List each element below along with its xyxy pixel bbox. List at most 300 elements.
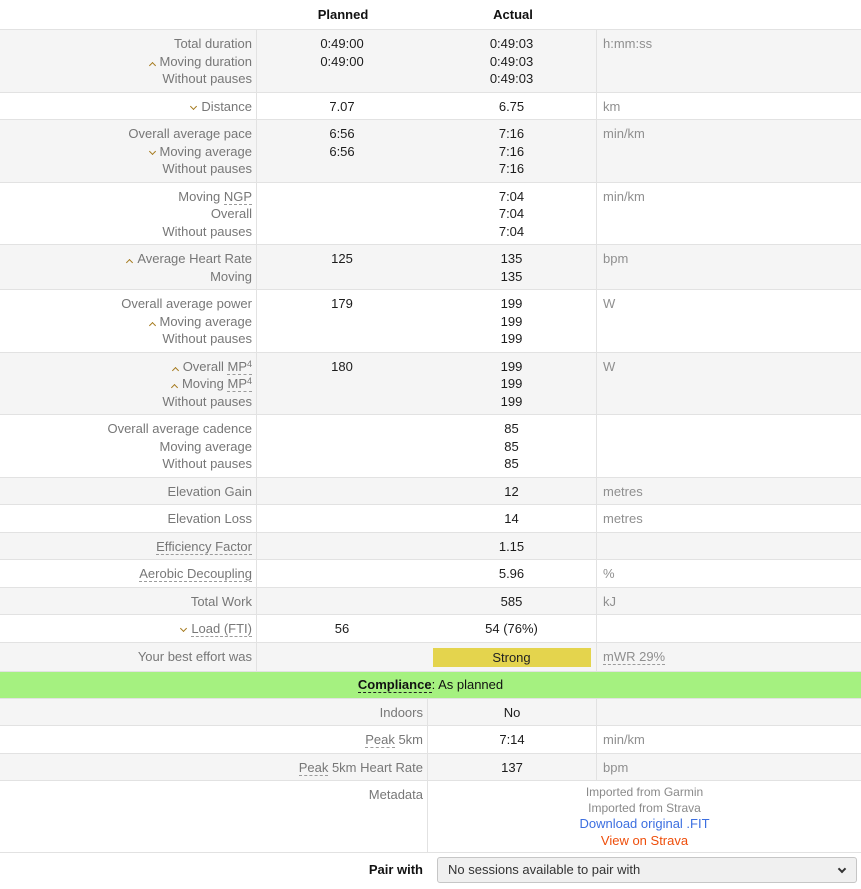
unit-label [603, 420, 861, 438]
actual-column-header: Actual [493, 7, 533, 22]
actual-value: 85 [504, 438, 519, 454]
unit-label [603, 593, 861, 611]
unit-label [603, 483, 861, 501]
label-text-segment: Load (FTI) [191, 621, 252, 636]
metric-term[interactable] [139, 566, 252, 582]
label-text [211, 206, 252, 221]
metric-label [0, 268, 252, 286]
row-metadata [0, 781, 861, 853]
unit-label [603, 759, 861, 777]
label-text-segment: MP [227, 358, 247, 374]
metric-label [0, 125, 252, 143]
planned-cell [257, 120, 427, 182]
metric-label [0, 593, 252, 611]
label-text [160, 54, 253, 69]
label-text-segment: Moving average [159, 313, 252, 329]
planned-cell [257, 93, 427, 120]
row-pair-with [0, 853, 861, 886]
actual-value: 135 [500, 268, 523, 284]
metric-label [0, 648, 252, 666]
metadata-cell [428, 781, 861, 852]
superscript: 4 [246, 358, 252, 369]
compliance-text: : As planned [431, 677, 504, 692]
chevron-down-icon [838, 864, 846, 872]
unit-text: km [603, 98, 621, 114]
row-average-power [0, 290, 861, 353]
planned-value [257, 205, 427, 223]
metric-label: Metadata [368, 787, 423, 802]
unit-cell [597, 93, 861, 120]
chevron-down-icon [190, 102, 197, 109]
planned-value: 56 [334, 621, 350, 636]
label-text-segment: Overall average power [121, 296, 252, 311]
unit-text: min/km [603, 126, 645, 141]
label-text-segment: Without pauses [162, 393, 252, 409]
unit-cell [597, 505, 861, 532]
actual-value: No [503, 704, 521, 720]
planned-value [257, 313, 427, 331]
label-text [162, 394, 252, 409]
actual-value: 7:04 [498, 206, 525, 221]
label-text [167, 511, 252, 526]
superscript: 4 [246, 376, 252, 386]
unit-text: % [603, 566, 615, 581]
label-text-segment: Moving duration [159, 53, 252, 69]
label-text-segment: Overall [182, 358, 228, 374]
unit-cell [597, 478, 861, 505]
actual-cell [427, 245, 597, 289]
label-text-segment: Overall average pace [128, 126, 252, 141]
actual-value: 199 [500, 313, 523, 329]
label-text-segment: Peak [365, 732, 395, 747]
label-text [210, 269, 252, 284]
label-text-segment: Without pauses [162, 456, 252, 471]
metric-label [0, 420, 252, 438]
row-mp4 [0, 353, 861, 416]
label-text-segment: Moving [181, 376, 228, 391]
metric-label [0, 53, 252, 71]
actual-value: 1.15 [498, 538, 525, 554]
planned-cell [257, 505, 427, 532]
row-total-duration [0, 30, 861, 93]
label-text-segment: Moving [178, 188, 224, 204]
unit-cell [597, 533, 861, 560]
planned-value [257, 375, 427, 393]
unit-label [603, 250, 861, 268]
pair-with-select[interactable] [437, 857, 857, 883]
metric-label [0, 620, 252, 638]
unit-cell [597, 615, 861, 642]
actual-cell [428, 726, 597, 753]
label-text-segment: Without pauses [162, 223, 252, 239]
planned-cell [257, 478, 427, 505]
row-indoors [0, 699, 861, 727]
unit-cell [597, 726, 861, 753]
planned-value [257, 593, 427, 611]
planned-value [257, 438, 427, 456]
metric-label [0, 295, 252, 313]
metric-label-cell [0, 245, 257, 289]
label-text-segment: Total duration [173, 36, 252, 51]
metric-label-cell [0, 643, 257, 671]
actual-value: 85 [504, 421, 519, 436]
unit-text: h:mm:ss [603, 36, 653, 51]
metric-label-cell [0, 30, 257, 92]
metric-label-cell [0, 93, 257, 120]
unit-text: bpm [603, 759, 629, 775]
metric-label [0, 393, 252, 411]
label-text [107, 421, 252, 436]
planned-cell [257, 245, 427, 289]
metric-term[interactable] [227, 359, 252, 375]
metric-term[interactable] [156, 539, 252, 555]
actual-value: 199 [500, 296, 523, 311]
label-text-segment: Without pauses [162, 331, 252, 346]
planned-value: 180 [331, 358, 353, 374]
actual-value: 7:16 [498, 161, 525, 176]
planned-cell [257, 353, 427, 415]
metric-label-cell [0, 588, 257, 615]
row-ngp [0, 183, 861, 246]
actual-cell [427, 588, 597, 615]
row-peak-5km [0, 726, 861, 754]
actual-cell [427, 93, 597, 120]
label-text [162, 224, 252, 239]
label-text [328, 760, 423, 775]
metric-label-cell [0, 505, 257, 532]
label-text [201, 99, 252, 114]
unit-cell [597, 643, 861, 671]
label-text [162, 71, 252, 86]
label-text-segment: 5km Heart Rate [328, 759, 423, 775]
unit-cell [597, 588, 861, 615]
actual-value: 54 (76%) [485, 621, 538, 636]
label-text-segment: Moving average [159, 438, 252, 454]
label-text-segment: Moving average [159, 143, 252, 159]
unit-cell [597, 699, 861, 726]
unit-term[interactable]: mWR 29% [603, 648, 666, 664]
chevron-down-icon [180, 625, 187, 632]
actual-cell [427, 505, 597, 532]
metric-label [0, 98, 252, 116]
label-text-segment: Aerobic Decoupling [139, 566, 252, 581]
actual-cell [427, 560, 597, 587]
metric-label-cell [0, 478, 257, 505]
unit-cell [597, 30, 861, 92]
label-text [183, 359, 228, 374]
actual-cell [427, 30, 597, 92]
row-elevation-loss [0, 505, 861, 533]
planned-value: 179 [331, 296, 353, 311]
label-text [160, 314, 253, 329]
label-text [167, 484, 252, 499]
label-text-segment: Total Work [190, 593, 252, 609]
label-text-segment: 5km [394, 732, 423, 747]
planned-value [257, 648, 427, 666]
metric-label [0, 143, 252, 161]
unit-label [603, 620, 861, 638]
row-best-effort [0, 643, 861, 672]
chevron-up-icon [171, 384, 178, 391]
label-text [137, 251, 252, 266]
metric-term[interactable] [299, 760, 329, 776]
planned-value: 0:49:00 [320, 53, 364, 69]
label-text [162, 331, 252, 346]
unit-label [603, 35, 861, 53]
planned-cell [257, 560, 427, 587]
planned-value [257, 268, 427, 286]
metric-label [0, 375, 252, 393]
actual-value: 137 [501, 759, 523, 775]
unit-text: W [603, 358, 616, 374]
label-text [138, 649, 252, 664]
pair-with-label: Pair with [368, 862, 423, 877]
metric-label [0, 483, 252, 501]
actual-value: 14 [504, 511, 519, 526]
metadata-text: Imported from Strava [588, 800, 701, 815]
label-text-segment: Your best effort was [137, 648, 252, 664]
actual-cell [427, 183, 597, 245]
unit-text: W [603, 296, 616, 311]
compliance-term[interactable]: Compliance [357, 676, 432, 692]
unit-cell [597, 183, 861, 245]
unit-cell [597, 415, 861, 477]
planned-cell [257, 183, 427, 245]
label-text [162, 456, 252, 471]
actual-cell [427, 533, 597, 560]
unit-text: min/km [603, 732, 645, 747]
planned-cell [257, 615, 427, 642]
planned-value [257, 188, 427, 206]
label-text-segment: Average Heart Rate [137, 251, 252, 266]
unit-cell [597, 290, 861, 352]
metric-label-cell [0, 183, 257, 245]
row-peak-5km-heart-rate [0, 754, 861, 782]
actual-value: 0:49:03 [489, 71, 534, 86]
label-text [128, 126, 252, 141]
metric-label [0, 35, 252, 53]
actual-cell [427, 643, 597, 671]
metadata-text: Imported from Garmin [585, 785, 704, 799]
planned-value [257, 393, 427, 411]
planned-cell [257, 30, 427, 92]
metric-label [0, 731, 423, 749]
row-efficiency-factor [0, 533, 861, 561]
actual-value: 7:04 [498, 188, 525, 204]
label-text-segment: Without pauses [162, 161, 252, 176]
label-text [395, 732, 423, 747]
metric-label [0, 223, 252, 241]
actual-value: 585 [500, 593, 523, 609]
label-text [380, 705, 423, 720]
pair-with-select-value: No sessions available to pair with [448, 862, 641, 877]
label-text-segment: Overall [210, 206, 252, 221]
actual-value: 7:16 [498, 126, 525, 141]
row-average-heart-rate [0, 245, 861, 290]
metric-label [0, 70, 252, 88]
planned-cell [257, 643, 427, 671]
actual-value: 7:14 [499, 732, 525, 747]
label-text [182, 376, 228, 391]
planned-value [257, 565, 427, 583]
label-text [162, 161, 252, 176]
unit-label [603, 731, 861, 749]
planned-cell [257, 533, 427, 560]
metric-label-cell [0, 415, 257, 477]
actual-value: 85 [504, 456, 519, 471]
planned-column-header: Planned [317, 7, 369, 22]
column-header-row [0, 0, 861, 30]
planned-value: 6:56 [329, 143, 355, 159]
metric-label [0, 565, 252, 583]
metric-label [0, 538, 252, 556]
metric-label [0, 455, 252, 473]
actual-value: 135 [500, 251, 523, 266]
metric-label [0, 313, 252, 331]
unit-label [603, 98, 861, 116]
metric-term[interactable] [191, 621, 252, 637]
comparison-table [0, 30, 861, 886]
unit-label [603, 510, 861, 528]
actual-value: 7:16 [498, 143, 525, 159]
actual-value: 6.75 [498, 98, 525, 114]
actual-value: 199 [500, 376, 523, 391]
unit-label [603, 704, 861, 722]
metric-label [0, 704, 423, 722]
label-text-segment: Overall average cadence [107, 421, 252, 436]
chevron-up-icon [148, 61, 155, 68]
label-text-segment: Without pauses [162, 71, 252, 86]
unit-label [603, 648, 861, 666]
actual-value: 0:49:03 [489, 36, 534, 51]
metric-label-cell [0, 754, 428, 781]
label-text [160, 439, 253, 454]
metric-label [0, 358, 252, 376]
row-elevation-gain [0, 478, 861, 506]
label-text [178, 189, 224, 204]
actual-cell [427, 615, 597, 642]
planned-value [257, 160, 427, 178]
unit-cell [597, 560, 861, 587]
actual-cell [427, 353, 597, 415]
metric-label-cell [0, 290, 257, 352]
actual-value: 7:04 [498, 223, 525, 239]
actual-cell [428, 754, 597, 781]
planned-value [257, 483, 427, 501]
unit-text: metres [603, 511, 643, 526]
metric-term[interactable] [224, 189, 252, 205]
metric-term[interactable] [227, 376, 252, 392]
actual-cell [428, 699, 597, 726]
planned-value [257, 330, 427, 348]
row-average-cadence [0, 415, 861, 478]
metric-label [0, 205, 252, 223]
label-text-segment: NGP [223, 188, 252, 204]
label-text [191, 594, 252, 609]
actual-cell [427, 120, 597, 182]
planned-value [257, 420, 427, 438]
unit-text: min/km [603, 188, 645, 204]
label-text [121, 296, 252, 311]
label-text [160, 144, 253, 159]
planned-cell [257, 588, 427, 615]
unit-label [603, 295, 861, 313]
row-distance [0, 93, 861, 121]
metric-label [0, 759, 423, 777]
metric-label-cell [0, 353, 257, 415]
actual-value: 0:49:03 [489, 53, 534, 69]
header-spacer [0, 0, 258, 29]
best-effort-badge: Strong [433, 648, 591, 667]
actual-value: 199 [500, 358, 523, 374]
metric-label [0, 510, 252, 528]
unit-label [603, 188, 861, 206]
label-text-segment: Moving [210, 268, 252, 284]
label-text-segment: Distance [201, 98, 252, 114]
planned-value: 6:56 [329, 126, 355, 141]
metric-label [0, 250, 252, 268]
actual-value [427, 648, 596, 667]
label-text-segment: MP [227, 376, 247, 391]
metric-label-cell [0, 726, 428, 753]
label-text-segment: Indoors [379, 704, 423, 720]
unit-cell [597, 245, 861, 289]
planned-value [257, 455, 427, 473]
metric-label [0, 330, 252, 348]
metric-label-cell [0, 560, 257, 587]
metric-label-cell [0, 699, 428, 726]
metric-label [0, 188, 252, 206]
row-total-work [0, 588, 861, 616]
planned-value [257, 538, 427, 556]
metric-label [0, 438, 252, 456]
metric-label-cell [0, 120, 257, 182]
chevron-up-icon [172, 366, 179, 373]
actual-value: 199 [500, 393, 523, 409]
actual-value: 199 [500, 331, 523, 346]
metric-label-cell [0, 781, 428, 852]
planned-value [257, 510, 427, 528]
metric-term[interactable] [365, 732, 395, 748]
label-text [174, 36, 252, 51]
actual-cell [427, 290, 597, 352]
unit-text: kJ [603, 593, 616, 609]
unit-text: metres [603, 483, 643, 499]
unit-label [603, 358, 861, 376]
metric-label-cell [0, 615, 257, 642]
actual-cell [427, 478, 597, 505]
download-original-fit-link[interactable]: Download original .FIT [579, 816, 710, 831]
unit-cell [597, 353, 861, 415]
label-text-segment: Elevation Loss [167, 511, 252, 526]
chevron-up-icon [148, 321, 155, 328]
row-load-fti [0, 615, 861, 643]
planned-value: 7.07 [329, 98, 355, 114]
planned-value [257, 70, 427, 88]
unit-text: bpm [603, 251, 629, 266]
metric-label-cell [0, 533, 257, 560]
view-on-strava-link[interactable]: View on Strava [600, 832, 689, 848]
unit-cell [597, 120, 861, 182]
unit-cell [597, 754, 861, 781]
row-aerobic-decoupling [0, 560, 861, 588]
label-text-segment: Elevation Gain [167, 483, 252, 499]
actual-cell [427, 415, 597, 477]
row-average-pace [0, 120, 861, 183]
metric-label [0, 160, 252, 178]
unit-label [603, 565, 861, 583]
label-text-segment: Peak [298, 759, 329, 775]
